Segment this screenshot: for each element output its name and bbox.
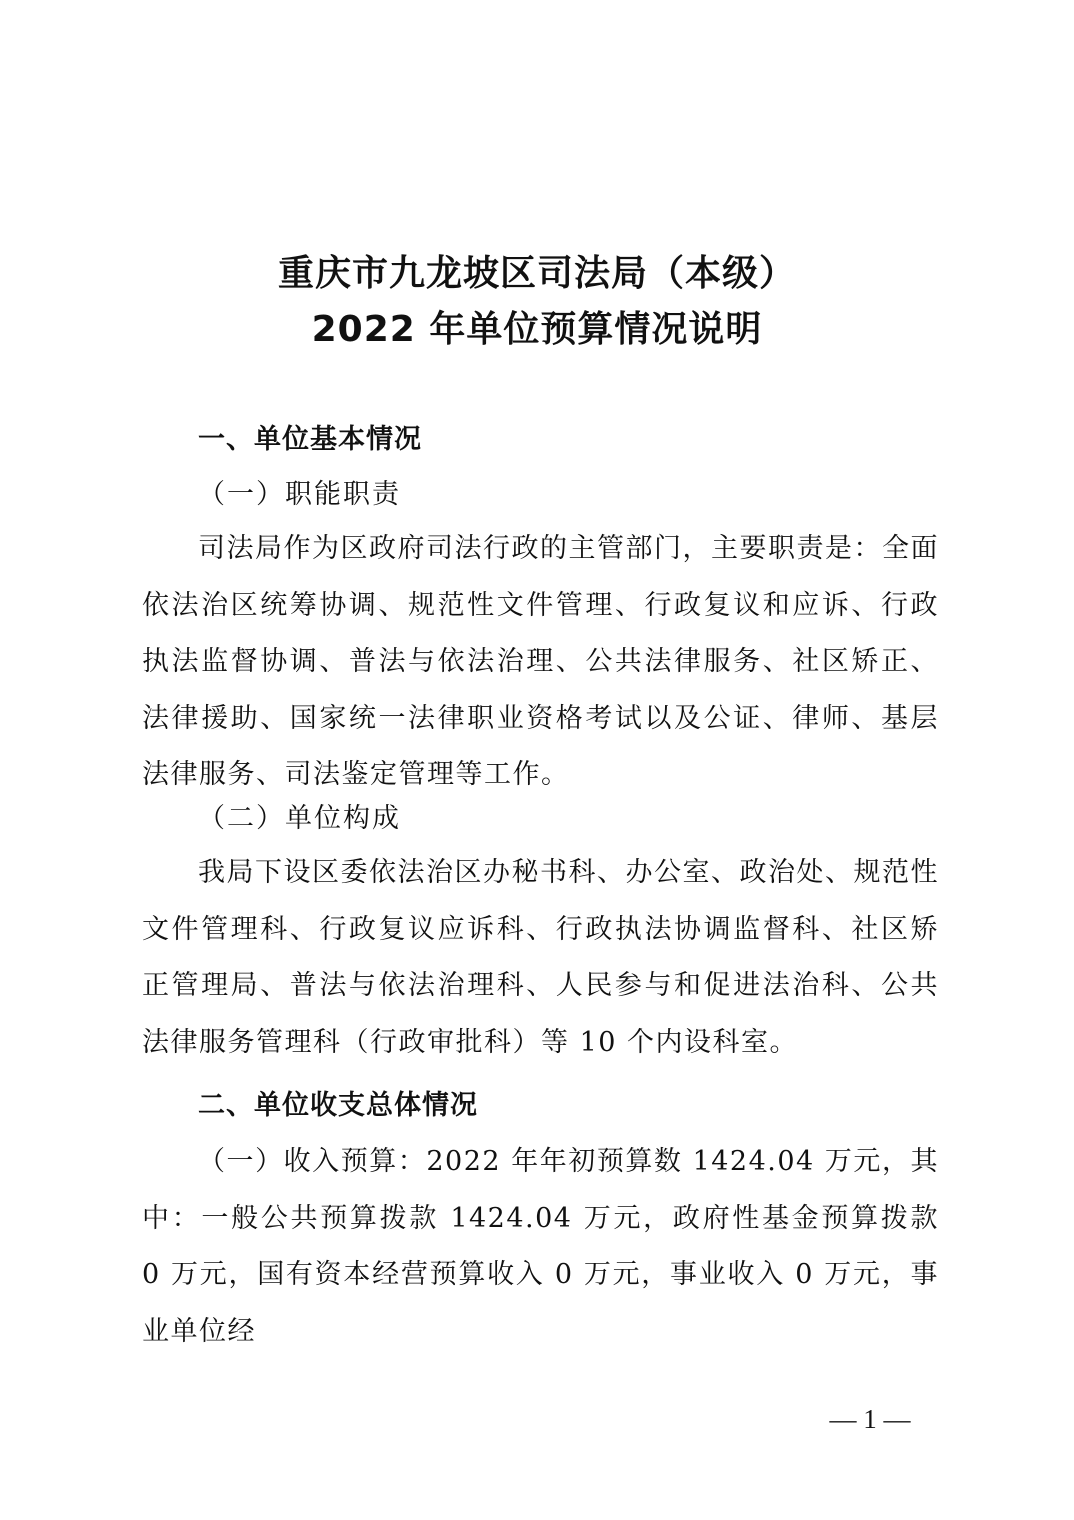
section-2-heading: 二、单位收支总体情况 [198, 1090, 478, 1121]
section-2-paragraph: （一）收入预算：2022 年年初预算数 1424.04 万元，其中：一般公共预算拨款 1424.04 万元，政府性基金预算拨款 0 万元，国有资本经营预算收入 0 万元，事业收入 0 万元，事业单位经 [142, 1146, 939, 1347]
document-title-line-2: 2022 年单位预算情况说明 [311, 309, 763, 350]
section-1-heading: 一、单位基本情况 [198, 424, 422, 455]
page-number: — 1 — [829, 1404, 911, 1434]
section-1-sub-2-heading: （二）单位构成 [198, 803, 401, 834]
section-1-sub-2-paragraph: 我局下设区委依法治区办秘书科、办公室、政治处、规范性文件管理科、行政复议应诉科、行政执法协调监督科、社区矫正管理局、普法与依法治理科、人民参与和促进法治科、公共法律服务管理科（行政审批科）等 10 个内设科室。 [142, 857, 939, 1058]
document-title-line-1: 重庆市九龙坡区司法局（本级） [277, 253, 796, 294]
section-1-sub-1-paragraph: 司法局作为区政府司法行政的主管部门，主要职责是：全面依法治区统筹协调、规范性文件管理、行政复议和应诉、行政执法监督协调、普法与依法治理、公共法律服务、社区矫正、法律援助、国家统一法律职业资格考试以及公证、律师、基层法律服务、司法鉴定管理等工作。 [142, 533, 939, 790]
section-1-sub-1-heading: （一）职能职责 [198, 479, 401, 510]
